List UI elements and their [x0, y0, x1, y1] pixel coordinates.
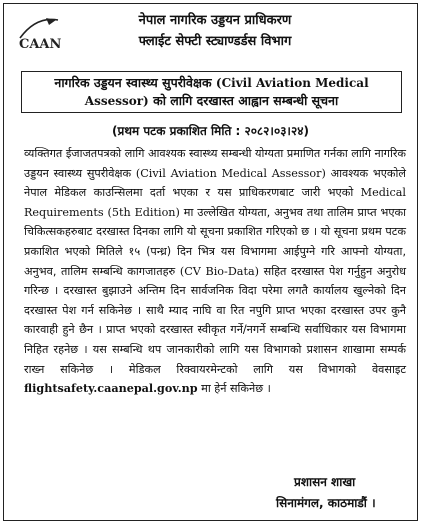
title-english: (Civil Aviation Medical Assessor)	[84, 76, 369, 108]
body-part-1: व्यक्तिगत ईजाजतपत्रको लागि आवश्यक स्वास्थ्य सम्बन्धी योग्यता प्रमाणित गर्नका लागि नागरिक उड्डयन स्वास्थ्य सुपरीवेक्षक	[24, 147, 407, 180]
body-part-2: आवश्यक भएकोले नेपाल मेडिकल काउन्सिलमा दर्ता भएका र यस प्राधिकरणबाट जारी भएको	[24, 166, 406, 200]
notice-frame	[3, 3, 418, 521]
notice-body	[24, 144, 406, 399]
title-nepali: नागरिक उड्डयन स्वास्थ्य सुपरीवेक्षक	[54, 75, 212, 90]
website-link[interactable]: flightsafety.caanepal.gov.np	[24, 381, 198, 396]
notice-title	[21, 71, 402, 113]
body-part-3: मा उल्लेखित योग्यता, अनुभव तथा तालिम प्राप्त भएका चिकित्सकहरुबाट दरखास्त दिनका लागि यो सूचना प्रकाशित गरिएको छ । यो सूचना प्रथम पटक प्रकाशित भएको मितिले १५ (पन्ध्र) दिन भित्र यस विभागमा आईपुग्ने गरि आफ्नो योग्यता, अनुभव, तालिम सम्बन्धि कागजातहरु	[24, 205, 407, 278]
body-english-1: (Civil Aviation Medical Assessor)	[135, 166, 326, 180]
header	[4, 4, 417, 62]
title-rest: को लागि दरखास्त आह्वान सम्बन्धी सूचना	[153, 93, 339, 108]
body-english-3: (CV Bio-Data)	[179, 264, 259, 278]
first-published-date: (प्रथम पटक प्रकाशित मिति : २०८२।०३।२४)	[112, 124, 309, 138]
organization-name: नेपाल नागरिक उड्डयन प्राधिकरण	[138, 13, 292, 28]
body-english-2: Medical Requirements (5th Edition)	[24, 186, 406, 219]
department-name: फ्लाईट सेफ्टी स्ट्याण्डर्डस विभाग	[138, 34, 292, 49]
caan-logo-icon	[16, 12, 62, 52]
body-part-5: मा हेर्न सकिनेछ ।	[201, 382, 271, 396]
body-part-4: सहित दरखास्त पेश गर्नुहुन अनुरोध गरिन्छ । दरखास्त बुझाउने अन्तिम दिन सार्वजनिक विदा परेमा लगतै कार्यालय खुल्नेको दिन दरखास्त पेश गर्न सकिनेछ । साथै म्याद नाघि वा रित नपुगि प्राप्त भएका दरखास्त उपर कुनै कारवाही हुने छैन । प्राप्त भएको दरखास्त स्वीकृत गर्ने/नगर्ने सम्बन्धि सर्वाधिकार यस विभागमा निहित रहनेछ । यस सम्बन्धि थप जानकारीको लागि यस विभागको प्रशासन शाखामा सम्पर्क राख्न सकिनेछ । मेडिकल रिक्वायरमेन्टको लागि यस विभागको वेवसाइट	[24, 264, 406, 376]
signature-section: प्रशासन शाखा	[294, 475, 356, 489]
logo-text: CAAN	[19, 37, 62, 52]
signature-location: सिनामंगल, काठमाडौं ।	[276, 496, 376, 510]
